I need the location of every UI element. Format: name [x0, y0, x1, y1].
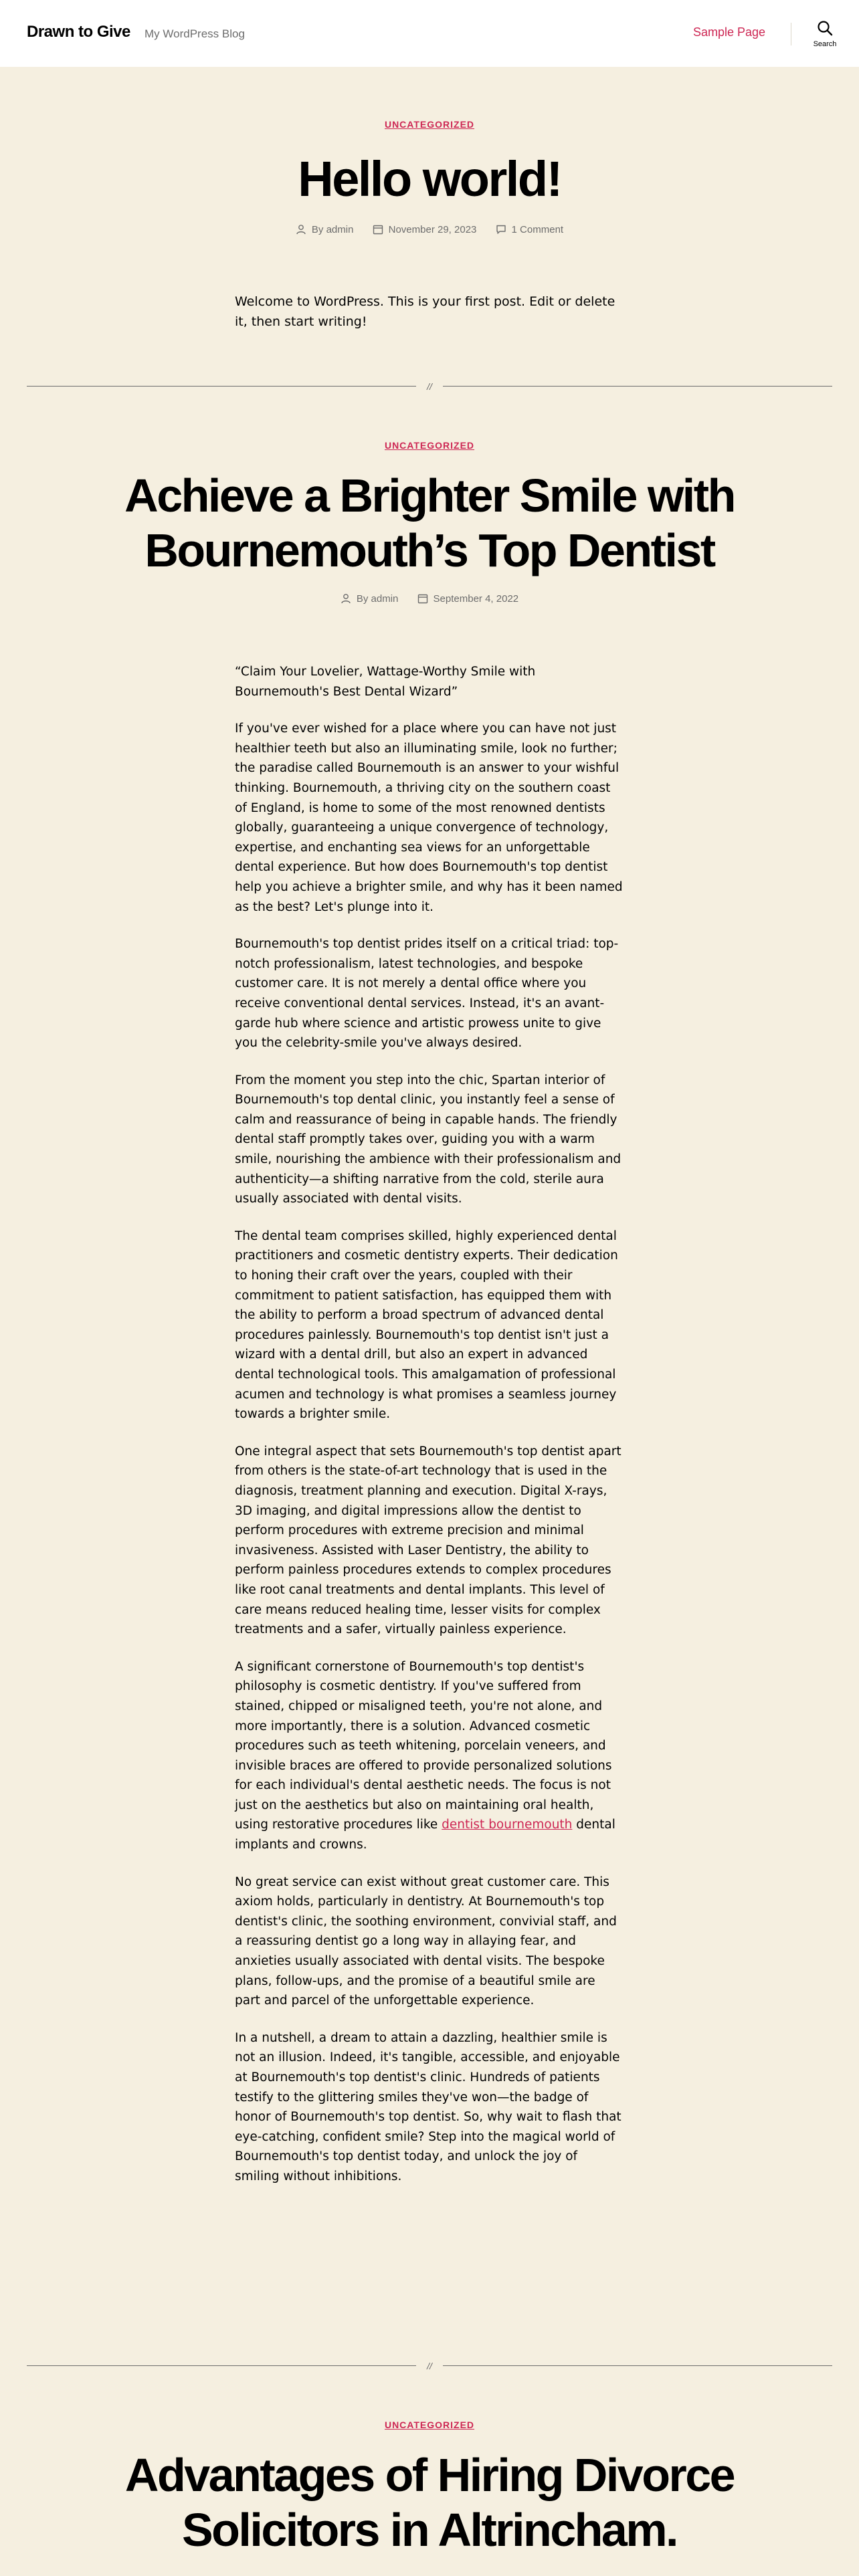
site-header: [0, 0, 859, 67]
paragraph: From the moment you step into the chic, Spartan interior of Bournemouth's top dental clinic, you instantly feel a sense of calm and reassurance of being in capable hands. The friendly dental staff promptly takes over, guiding you with a warm smile, nourishing the ambience with their professionalism and authenticity—a shifting narrative from the cold, sterile aura usually associated with dental visits.: [235, 1073, 622, 1206]
post-content: [235, 662, 623, 2204]
paragraph: Bournemouth's top dentist prides itself on a critical triad: top-notch professionalism, latest technologies, and bespoke customer care. It is not merely a dental office where you receive conventional dental services. Instead, it's an avant-garde hub where science and artistic prowess unite to give you the celebrity-smile you've always desired.: [235, 937, 619, 1051]
post-content: [235, 292, 623, 350]
nav-sample-page[interactable]: Sample Page: [693, 25, 766, 39]
post-title[interactable]: [0, 146, 859, 213]
search-icon: [817, 20, 833, 36]
paragraph: In a nutshell, a dream to attain a dazzling, healthier smile is not an illusion. Indeed, it's tangible, accessible, and enjoyable at Bournemouth's top dentist's clinic. Hundreds of patients testify to the glittering smiles they've won—the badge of honor of Bournemouth's top dentist. So, why wait to flash that eye-catching, confident smile? Step into the magical world of Bournemouth's top dentist today, and unlock the joy of smiling without inhibitions.: [235, 2030, 622, 2183]
post-separator: //: [27, 380, 832, 393]
post-title-line[interactable]: Achieve a Brighter Smile with: [124, 469, 735, 522]
post-author[interactable]: By admin: [341, 593, 399, 605]
post-title-line[interactable]: Advantages of Hiring Divorce: [124, 2449, 735, 2501]
post-title-line[interactable]: Solicitors in Altrincham.: [181, 2504, 678, 2556]
post-comments[interactable]: 1 Comment: [496, 224, 564, 235]
post-separator: //: [27, 2359, 832, 2373]
search-toggle-button[interactable]: [808, 20, 842, 58]
site-title-link[interactable]: Drawn to Give: [27, 23, 130, 41]
post-date[interactable]: September 4, 2022: [417, 593, 519, 605]
search-label: Search: [813, 40, 837, 48]
person-icon: [341, 593, 351, 604]
paragraph: A significant cornerstone of Bournemouth's top dentist's philosophy is cosmetic dentistry. If you've suffered from stained, chipped or misaligned teeth, you're not alone, and more importantly, there is a solution. Advanced cosmetic procedures such as teeth whitening, porcelain veneers, and invisible braces are offered to provide personalized solutions for each individual's dental aesthetic needs. The focus is not just on the aesthetics but also on maintaining oral health, using restorative procedures like dentist bournemouth dental implants and crowns.: [235, 1659, 615, 1852]
paragraph: If you've ever wished for a place where you can have not just healthier teeth but also an illuminating smile, look no further; the paradise called Bournemouth is an answer to your wishful thinking. Bournemouth, a thriving city on the southern coast of England, is home to some of the most renowned dentists globally, guaranteeing a unique convergence of technology, expertise, and enchanting sea views for an unforgettable dental experience. But how does Bournemouth's top dentist help you achieve a brighter smile, and why has it been named as the best? Let's plunge into it.: [235, 722, 623, 914]
site-description: My WordPress Blog: [145, 27, 245, 40]
dentist-bournemouth-link[interactable]: dentist bournemouth: [442, 1818, 573, 1832]
post-meta: [0, 593, 859, 605]
paragraph: “Claim Your Lovelier, Wattage-Worthy Smile with Bournemouth's Best Dental Wizard”: [235, 665, 536, 699]
post-title[interactable]: [0, 2448, 859, 2557]
post-meta: [0, 223, 859, 235]
paragraph: No great service can exist without great customer care. This axiom holds, particularly in dentistry. At Bournemouth's top dentist's clinic, the soothing environment, convivial staff, and a reassuring dentist go a long way in allaying fear, and anxieties usually associated with dental visits. The bespoke plans, follow-ups, and the promise of a beautiful smile are part and parcel of the unforgettable experience.: [235, 1874, 617, 2008]
post-title-line[interactable]: Bournemouth’s Top Dentist: [145, 524, 714, 576]
paragraph: One integral aspect that sets Bournemouth's top dentist apart from others is the state-of-art technology that is used in the diagnosis, treatment planning and execution. Digital X-rays, 3D imaging, and digital impressions allow the dentist to perform procedures with extreme precision and minimal invasiveness. Assisted with Laser Dentistry, the ability to perform painless procedures extends to complex procedures like root canal treatments and dental implants. This level of care means reduced healing time, lesser visits for complex treatments and a safer, virtually painless experience.: [235, 1444, 622, 1637]
post-title[interactable]: [0, 468, 859, 578]
category-link[interactable]: UNCATEGORIZED: [384, 2420, 475, 2430]
post-title-text[interactable]: Hello world!: [298, 151, 561, 207]
category-link[interactable]: UNCATEGORIZED: [384, 440, 475, 451]
calendar-icon: [417, 593, 428, 604]
category-link[interactable]: UNCATEGORIZED: [384, 119, 475, 130]
person-icon: [296, 224, 306, 235]
paragraph: The dental team comprises skilled, highly experienced dental practitioners and cosmetic dentistry experts. Their dedication to honing their craft over the years, coupled with their commitment to patient satisfaction, has equipped them with the ability to perform a broad spectrum of advanced dental procedures painlessly. Bournemouth's top dentist isn't just a wizard with a dental drill, but also an expert in advanced dental technological tools. This amalgamation of professional acumen and technology is what promises a seamless journey towards a brighter smile.: [235, 1228, 618, 1422]
comment-icon: [496, 224, 506, 235]
post-author[interactable]: By admin: [296, 224, 354, 235]
post-date[interactable]: November 29, 2023: [373, 224, 477, 235]
calendar-icon: [373, 224, 383, 235]
paragraph: Welcome to WordPress. This is your first post. Edit or delete it, then start writing!: [235, 294, 615, 330]
